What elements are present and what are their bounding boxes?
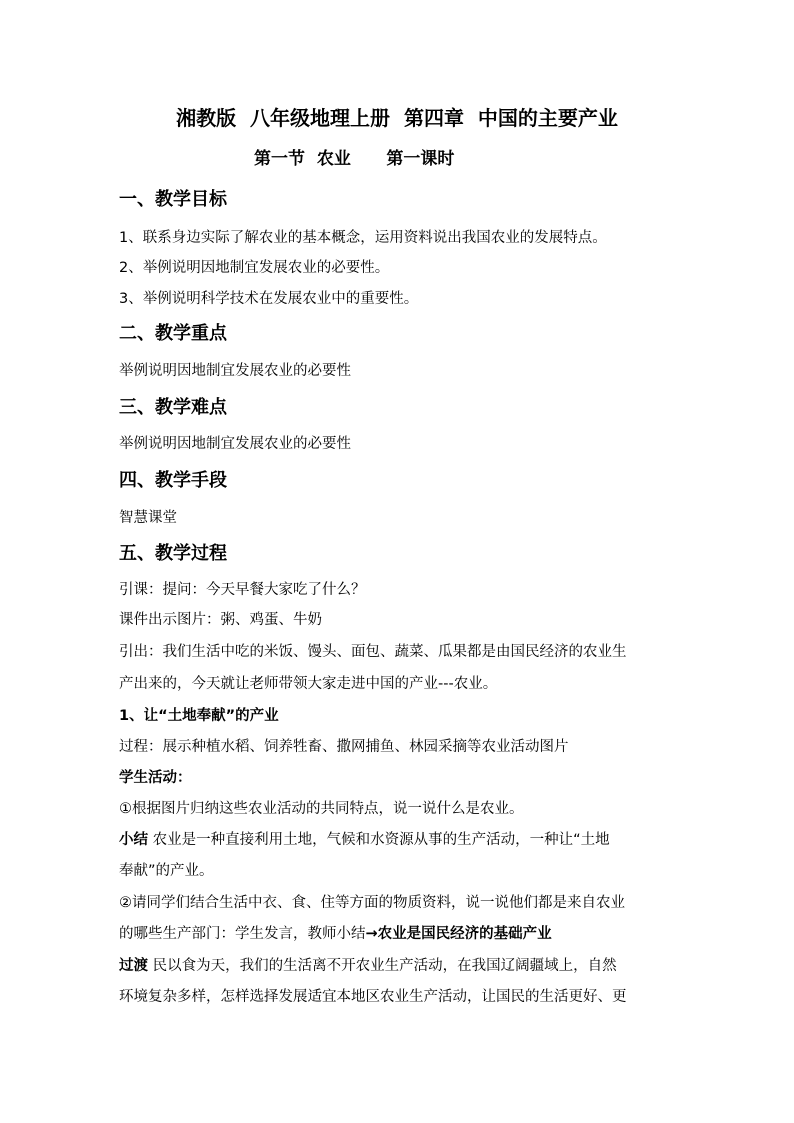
teaching-means-text: 智慧课堂 (119, 510, 177, 526)
document-title: 湘教版 八年级地理上册 第四章 中国的主要产业 (176, 106, 618, 130)
transition-line-2: 环境复杂多样，怎样选择发展适宜本地区农业生产活动，让国民的生活更好、更 (119, 989, 627, 1005)
heading-difficulties: 三、教学难点 (119, 397, 227, 418)
lead-in-line-1: 引出：我们生活中吃的米饭、馒头、面包、蔬菜、瓜果都是由国民经济的农业生 (119, 644, 627, 660)
activity-2-plain: 的哪些生产部门：学生发言，教师小结 (119, 926, 366, 942)
summary-line-2: 奉献”的产业。 (119, 863, 214, 879)
heading-teaching-goals: 一、教学目标 (119, 189, 227, 210)
transition-label: 过渡 (119, 958, 148, 974)
intro-question: 引课：提问：今天早餐大家吃了什么？ (119, 582, 366, 598)
transition-line-1 (119, 954, 617, 978)
heading-teaching-means: 四、教学手段 (119, 470, 227, 491)
key-points-text: 举例说明因地制宜发展农业的必要性 (119, 363, 351, 379)
heading-teaching-process: 五、教学过程 (119, 543, 227, 564)
summary-text-1: 农业是一种直接利用土地，气候和水资源从事的生产活动，一种让“土地 (148, 832, 610, 848)
process-text: 过程：展示种植水稻、饲养牲畜、撒网捕鱼、林园采摘等农业活动图片 (119, 739, 569, 755)
activity-2-conclusion: →农业是国民经济的基础产业 (365, 926, 552, 942)
subsection-heading-1: 1、让“土地奉献”的产业 (119, 708, 279, 724)
activity-2-line-2 (119, 922, 552, 946)
heading-key-points: 二、教学重点 (119, 323, 227, 344)
transition-text-1: 民以食为天，我们的生活离不开农业生产活动，在我国辽阔疆域上，自然 (148, 958, 617, 974)
goal-item-2: 2、举例说明因地制宜发展农业的必要性。 (119, 260, 390, 276)
intro-images: 课件出示图片：粥、鸡蛋、牛奶 (119, 612, 322, 628)
section-subtitle: 第一节 农业 第一课时 (254, 149, 455, 169)
activity-2-line-1: ②请同学们结合生活中衣、食、住等方面的物质资料，说一说他们都是来自农业 (119, 895, 625, 911)
summary-label: 小结 (119, 832, 148, 848)
lead-in-line-2: 产出来的，今天就让老师带领大家走进中国的产业---农业。 (119, 676, 498, 692)
goal-item-3: 3、举例说明科学技术在发展农业中的重要性。 (119, 291, 419, 307)
activity-1: ①根据图片归纳这些农业活动的共同特点，说一说什么是农业。 (119, 801, 524, 817)
difficulties-text: 举例说明因地制宜发展农业的必要性 (119, 436, 351, 452)
goal-item-1: 1、联系身边实际了解农业的基本概念，运用资料说出我国农业的发展特点。 (119, 230, 607, 246)
student-activity-label: 学生活动： (119, 770, 192, 786)
summary-line-1 (119, 828, 610, 852)
